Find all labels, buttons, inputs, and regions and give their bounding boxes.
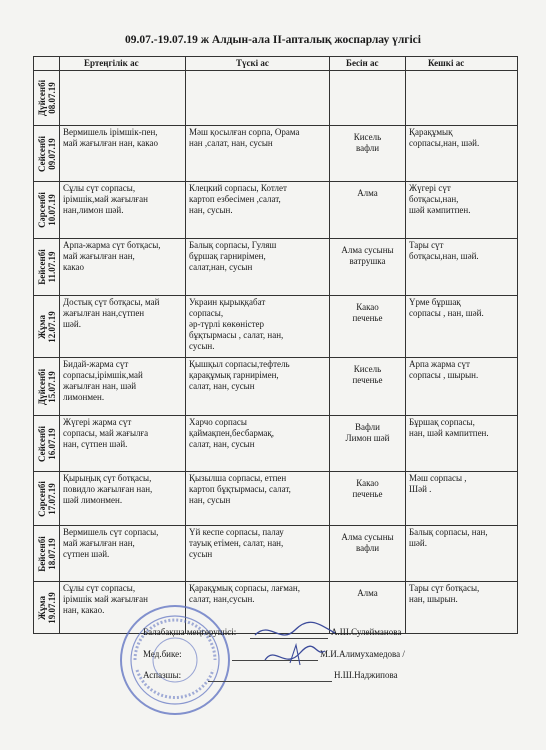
- menu-line: Арпа жарма сүт: [409, 359, 470, 369]
- menu-line: нан, сусын.: [189, 205, 233, 215]
- menu-line: Тары сүт ботқасы,: [409, 583, 480, 593]
- dinner-cell: [406, 472, 518, 526]
- menu-line: Алма сусыны: [341, 532, 394, 542]
- menu-line: Сұлы сүт сорпасы,: [63, 583, 136, 593]
- table-row: [34, 182, 518, 239]
- lunch-cell: [186, 296, 330, 358]
- day-cell: [34, 582, 60, 634]
- day-label: [37, 80, 57, 116]
- day-cell: [34, 182, 60, 239]
- menu-line: шәй кәмпитпен.: [409, 205, 471, 215]
- lunch-cell: [186, 358, 330, 416]
- signature-role-head: Балабақша меңгерушісі:: [143, 627, 237, 637]
- menu-line: салат,нан, сусын: [189, 262, 253, 272]
- menu-line: Какао: [356, 302, 379, 312]
- menu-line: Үй кеспе сорпасы, палау: [189, 527, 284, 537]
- lunch-cell: [186, 239, 330, 296]
- menu-line: ватрушка: [349, 256, 386, 266]
- menu-line: Сұлы сүт сорпасы,: [63, 183, 136, 193]
- menu-line: нан,лимон шәй.: [63, 205, 124, 215]
- menu-line: Үрме бұршақ: [409, 297, 461, 307]
- menu-line: Какао: [356, 478, 379, 488]
- menu-line: жағылған нан, шәй: [63, 381, 137, 391]
- menu-line: лимонмен.: [63, 392, 105, 402]
- menu-line: Алма сусыны: [341, 245, 394, 255]
- day-label-line: Жұма: [36, 595, 47, 620]
- menu-line: Достық сүт ботқасы, май: [63, 297, 160, 307]
- menu-line: май жағылған нан, какао: [63, 138, 158, 148]
- menu-line: Жүгері сүт: [409, 183, 451, 193]
- day-label-line: Сейсенбі: [36, 135, 47, 172]
- snack-cell: [330, 126, 406, 182]
- day-label-line: Жұма: [36, 314, 47, 339]
- day-label: [37, 135, 57, 171]
- snack-cell: [330, 416, 406, 472]
- signature-name-head: А.Ш.Сулейманова: [331, 627, 402, 637]
- menu-line: сусын.: [189, 341, 215, 351]
- snack-cell: [330, 296, 406, 358]
- menu-line: бұршақ гарнирімен,: [189, 251, 266, 261]
- day-label-line: Сәрсенбі: [36, 480, 47, 517]
- day-label-line: Бейсенбі: [36, 535, 47, 572]
- lunch-cell: [186, 416, 330, 472]
- table-row: [34, 526, 518, 582]
- dinner-cell: [406, 416, 518, 472]
- menu-line: нан, шырын.: [409, 594, 458, 604]
- menu-line: ботқасы,нан,: [409, 194, 459, 204]
- dinner-cell: [406, 358, 518, 416]
- menu-line: Арпа-жарма сүт ботқасы,: [63, 240, 161, 250]
- day-label-line: 15.07.19: [46, 370, 57, 403]
- dinner-cell: [406, 582, 518, 634]
- menu-line: Мәш сорпасы ,: [409, 473, 467, 483]
- day-label: [37, 249, 57, 284]
- day-cell: [34, 526, 60, 582]
- menu-line: жағылған нан,сүтпен: [63, 308, 145, 318]
- day-label-line: Дүйсенбі: [36, 368, 47, 405]
- breakfast-cell: [60, 358, 186, 416]
- menu-line: вафли: [355, 543, 380, 553]
- day-cell: [34, 472, 60, 526]
- menu-line: сорпасы,ірімшік,май: [63, 370, 143, 380]
- header-row: [34, 57, 518, 71]
- day-label: [37, 481, 57, 517]
- dinner-cell: [406, 182, 518, 239]
- menu-line: Жүгері жарма сүт: [63, 417, 132, 427]
- menu-line: Лимон шәй: [345, 433, 390, 443]
- menu-line: сусын: [189, 549, 213, 559]
- menu-line: печенье: [352, 375, 383, 385]
- day-label-line: 12.07.19: [46, 310, 57, 343]
- day-label-line: Сейсенбі: [36, 425, 47, 462]
- menu-line: сорпасы, май жағылға: [63, 428, 149, 438]
- header-lunch: Түскі ас: [186, 57, 330, 71]
- menu-line: Бидай-жарма сүт: [63, 359, 129, 369]
- menu-line: Қызылша сорпасы, етпен: [189, 473, 287, 483]
- day-label-line: 10.07.19: [46, 194, 57, 226]
- snack-cell: [330, 358, 406, 416]
- menu-line: вафли: [355, 143, 380, 153]
- breakfast-cell: [60, 239, 186, 296]
- menu-line: салат, нан, сусын: [189, 439, 255, 449]
- menu-line: Алма: [357, 188, 378, 198]
- day-cell: [34, 296, 60, 358]
- menu-line: шәй лимонмен.: [63, 495, 123, 505]
- table-row: [34, 296, 518, 358]
- menu-line: нан, сусын: [189, 495, 231, 505]
- menu-line: Балық сорпасы, нан,: [409, 527, 488, 537]
- day-label-line: Сәрсенбі: [36, 192, 47, 228]
- menu-line: Балық сорпасы, Гуляш: [189, 240, 277, 250]
- menu-line: Мәш қосылған сорпа, Орама: [189, 127, 300, 137]
- table-row: [34, 71, 518, 126]
- menu-line: картоп бұқтырмасы, салат,: [189, 484, 291, 494]
- lunch-cell: [186, 182, 330, 239]
- menu-line: Қарақұмық сорпасы, лағман,: [189, 583, 300, 593]
- menu-line: Қышқыл сорпасы,тефтель: [189, 359, 290, 369]
- menu-line: Украин қырыққабат: [189, 297, 266, 307]
- dinner-cell: [406, 239, 518, 296]
- day-cell: [34, 358, 60, 416]
- breakfast-cell: [60, 472, 186, 526]
- signature-name-nurse: М.И.Алимухамедова /: [320, 649, 405, 659]
- menu-line: Тары сүт: [409, 240, 444, 250]
- stamp-icon: [115, 600, 235, 720]
- menu-line: салат, нан,сусын.: [189, 594, 255, 604]
- dinner-cell: [406, 71, 518, 126]
- menu-line: май жағылған нан,: [63, 251, 135, 261]
- menu-line: нан, какао.: [63, 605, 105, 615]
- lunch-cell: [186, 526, 330, 582]
- menu-line: нан ,салат, нан, сусын: [189, 138, 273, 148]
- dinner-cell: [406, 296, 518, 358]
- menu-line: салат, нан, сусын: [189, 381, 255, 391]
- menu-line: Клецкий сорпасы, Котлет: [189, 183, 287, 193]
- signature-name-cook: Н.Ш.Наджипова: [334, 670, 398, 680]
- day-label-line: 16.07.19: [46, 427, 57, 460]
- day-cell: [34, 126, 60, 182]
- menu-line: май жағылған нан,: [63, 538, 135, 548]
- day-cell: [34, 239, 60, 296]
- table-row: [34, 358, 518, 416]
- menu-line: повидло жағылған нан,: [63, 484, 153, 494]
- day-label: [37, 592, 57, 624]
- menu-line: Алма: [357, 588, 378, 598]
- signature-role-nurse: Мед.бике:: [143, 649, 182, 659]
- snack-cell: [330, 182, 406, 239]
- menu-line: шәй.: [409, 538, 427, 548]
- menu-line: Шәй .: [409, 484, 432, 494]
- day-cell: [34, 416, 60, 472]
- day-label: [37, 536, 57, 571]
- menu-line: Вермишель сүт сорпасы,: [63, 527, 159, 537]
- day-label-line: 18.07.19: [46, 537, 57, 570]
- day-label: [37, 311, 57, 343]
- breakfast-cell: [60, 71, 186, 126]
- day-label-line: Дүйсенбі: [36, 79, 47, 117]
- table-row: [34, 239, 518, 296]
- header-day: [34, 57, 60, 71]
- menu-line: Кисель: [353, 364, 382, 374]
- menu-line: ірімшік,май жағылған: [63, 194, 148, 204]
- menu-line: сорпасы,нан, шәй.: [409, 138, 480, 148]
- header-breakfast: Ертеңгілік ас: [60, 57, 186, 71]
- signature-scribble-icon: [250, 615, 340, 695]
- menu-line: Бұршақ сорпасы,: [409, 417, 475, 427]
- menu-line: сүтпен шәй.: [63, 549, 110, 559]
- day-label-line: 11.07.19: [46, 251, 57, 283]
- menu-line: сорпасы , нан, шәй.: [409, 308, 484, 318]
- lunch-cell: [186, 71, 330, 126]
- snack-cell: [330, 472, 406, 526]
- signature-role-cook: Аспазшы:: [143, 670, 182, 680]
- menu-line: ботқасы,нан, шәй.: [409, 251, 479, 261]
- menu-line: печенье: [352, 313, 383, 323]
- day-label-line: 08.07.19: [46, 82, 57, 114]
- menu-line: какао: [63, 262, 84, 272]
- day-cell: [34, 71, 60, 126]
- table-row: [34, 416, 518, 472]
- menu-line: Харчо сорпасы: [189, 417, 247, 427]
- document-title: 09.07.-19.07.19 ж Алдын-ала II-апталық жоспарлау үлгісі: [125, 34, 421, 46]
- menu-line: әр-түрлі көкөністер: [189, 319, 265, 329]
- snack-cell: [330, 526, 406, 582]
- menu-line: Кисель: [353, 132, 382, 142]
- menu-line: шәй.: [63, 319, 81, 329]
- dinner-cell: [406, 526, 518, 582]
- menu-line: сорпасы,: [189, 308, 224, 318]
- breakfast-cell: [60, 416, 186, 472]
- breakfast-cell: [60, 526, 186, 582]
- menu-line: қарақұмық гарнирімен,: [189, 370, 279, 380]
- snack-cell: [330, 239, 406, 296]
- day-label: [37, 425, 57, 461]
- menu-line: Қарақұмық: [409, 127, 453, 137]
- lunch-cell: [186, 472, 330, 526]
- table-row: [34, 472, 518, 526]
- day-label: [37, 368, 57, 404]
- day-label: [37, 192, 57, 228]
- lunch-cell: [186, 126, 330, 182]
- snack-cell: [330, 71, 406, 126]
- header-snack: Бесін ас: [330, 57, 406, 71]
- menu-line: сорпасы , шырын.: [409, 370, 479, 380]
- breakfast-cell: [60, 126, 186, 182]
- menu-line: нан, сүтпен шәй.: [63, 439, 128, 449]
- day-label-line: Бейсенбі: [36, 249, 47, 285]
- breakfast-cell: [60, 296, 186, 358]
- day-label-line: 09.07.19: [46, 137, 57, 170]
- snack-cell: [330, 582, 406, 634]
- menu-line: Вафли: [355, 422, 380, 432]
- menu-line: Вермишель ірімшік-пен,: [63, 127, 158, 137]
- breakfast-cell: [60, 182, 186, 239]
- day-label-line: 19.07.19: [46, 591, 57, 624]
- menu-line: ірімшік май жағылған: [63, 594, 148, 604]
- header-dinner: Кешкі ас: [406, 57, 518, 71]
- menu-line: картоп езбесімен ,салат,: [189, 194, 281, 204]
- menu-table: [33, 56, 518, 634]
- menu-line: тауық етімен, салат, нан,: [189, 538, 284, 548]
- day-label-line: 17.07.19: [46, 482, 57, 515]
- menu-line: Қырыңық сүт ботқасы,: [63, 473, 152, 483]
- menu-line: бұқтырмасы , салат, нан,: [189, 330, 284, 340]
- table-row: [34, 126, 518, 182]
- menu-line: нан, шәй кәмпитпен.: [409, 428, 489, 438]
- menu-line: қаймақпен,бесбармақ,: [189, 428, 275, 438]
- menu-line: печенье: [352, 489, 383, 499]
- dinner-cell: [406, 126, 518, 182]
